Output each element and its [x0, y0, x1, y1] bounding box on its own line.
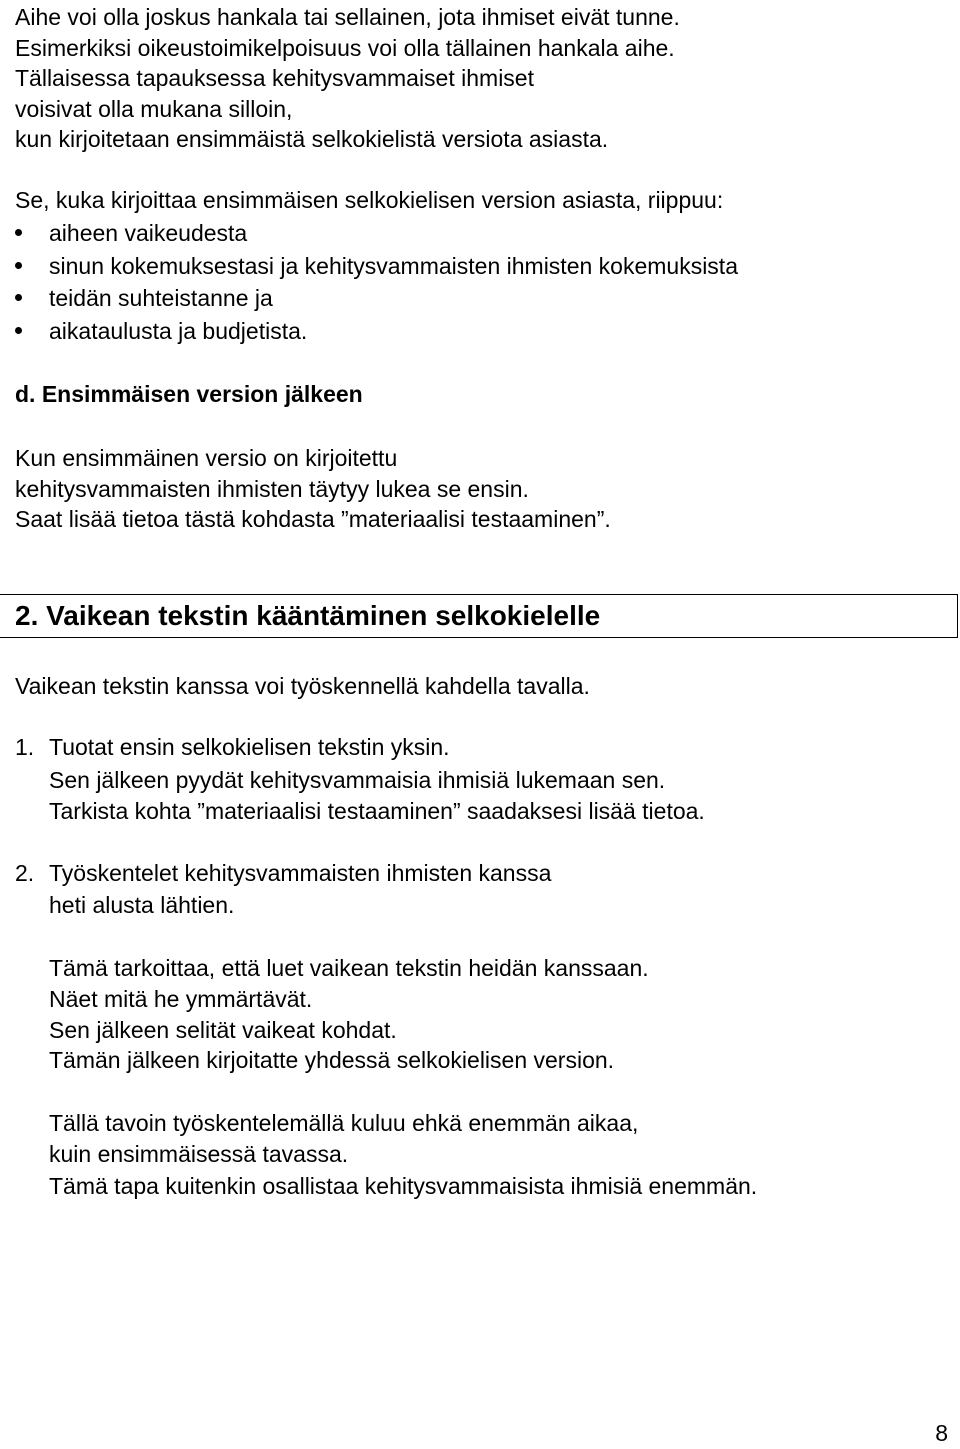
item-1-line-3: Tarkista kohta ”materiaalisi testaaminen” saadaksesi lisää tietoa.: [49, 798, 705, 824]
intro-line-4: voisivat olla mukana silloin,: [15, 96, 293, 122]
item-1-line-1: Tuotat ensin selkokielisen tekstin yksin.: [49, 734, 450, 760]
bullet-icon: [15, 229, 22, 236]
item-2-number: 2.: [15, 860, 35, 886]
item-2-line-2: heti alusta lähtien.: [49, 892, 235, 918]
bullet-item-2: sinun kokemuksestasi ja kehitysvammaisten ihmisten kokemuksista: [49, 253, 738, 279]
item-2-line-1: Työskentelet kehitysvammaisten ihmisten kanssa: [49, 860, 552, 886]
item-1-number: 1.: [15, 734, 35, 760]
depends-lead: Se, kuka kirjoittaa ensimmäisen selkokielisen version asiasta, riippuu:: [15, 187, 724, 213]
item-2-p3-line-3: Tämä tapa kuitenkin osallistaa kehitysvammaisista ihmisiä enemmän.: [49, 1173, 758, 1199]
page-number: 8: [935, 1420, 948, 1446]
intro-line-1: Aihe voi olla joskus hankala tai sellainen, jota ihmiset eivät tunne.: [15, 4, 680, 30]
subsection-d-line-1: Kun ensimmäinen versio on kirjoitettu: [15, 445, 398, 471]
item-1-line-2: Sen jälkeen pyydät kehitysvammaisia ihmisiä lukemaan sen.: [49, 767, 666, 793]
bullet-item-1: aiheen vaikeudesta: [49, 220, 248, 246]
item-2-p2-line-2: Näet mitä he ymmärtävät.: [49, 986, 313, 1012]
item-2-p2-line-4: Tämän jälkeen kirjoitatte yhdessä selkokielisen version.: [49, 1047, 615, 1073]
intro-line-2: Esimerkiksi oikeustoimikelpoisuus voi olla tällainen hankala aihe.: [15, 35, 675, 61]
subsection-d-heading: d. Ensimmäisen version jälkeen: [15, 381, 363, 407]
section-heading-box: [0, 594, 958, 638]
intro-line-3: Tällaisessa tapauksessa kehitysvammaiset ihmiset: [15, 65, 534, 91]
bullet-item-4: aikataulusta ja budjetista.: [49, 318, 308, 344]
section-2-title: 2. Vaikean tekstin kääntäminen selkokielelle: [15, 600, 601, 631]
item-2-p3-line-1: Tällä tavoin työskentelemällä kuluu ehkä enemmän aikaa,: [49, 1110, 639, 1136]
bullet-icon: [15, 262, 22, 269]
bullet-icon: [15, 327, 22, 334]
subsection-d-line-3: Saat lisää tietoa tästä kohdasta ”materiaalisi testaaminen”.: [15, 506, 611, 532]
intro-line-5: kun kirjoitetaan ensimmäistä selkokielistä versiota asiasta.: [15, 126, 609, 152]
item-2-p2-line-3: Sen jälkeen selität vaikeat kohdat.: [49, 1017, 397, 1043]
bullet-icon: [15, 294, 22, 301]
section-2-intro: Vaikean tekstin kanssa voi työskennellä kahdella tavalla.: [15, 673, 590, 699]
bullet-item-3: teidän suhteistanne ja: [49, 285, 273, 311]
item-2-p2-line-1: Tämä tarkoittaa, että luet vaikean tekstin heidän kanssaan.: [49, 955, 649, 981]
item-2-p3-line-2: kuin ensimmäisessä tavassa.: [49, 1141, 349, 1167]
subsection-d-line-2: kehitysvammaisten ihmisten täytyy lukea se ensin.: [15, 476, 529, 502]
